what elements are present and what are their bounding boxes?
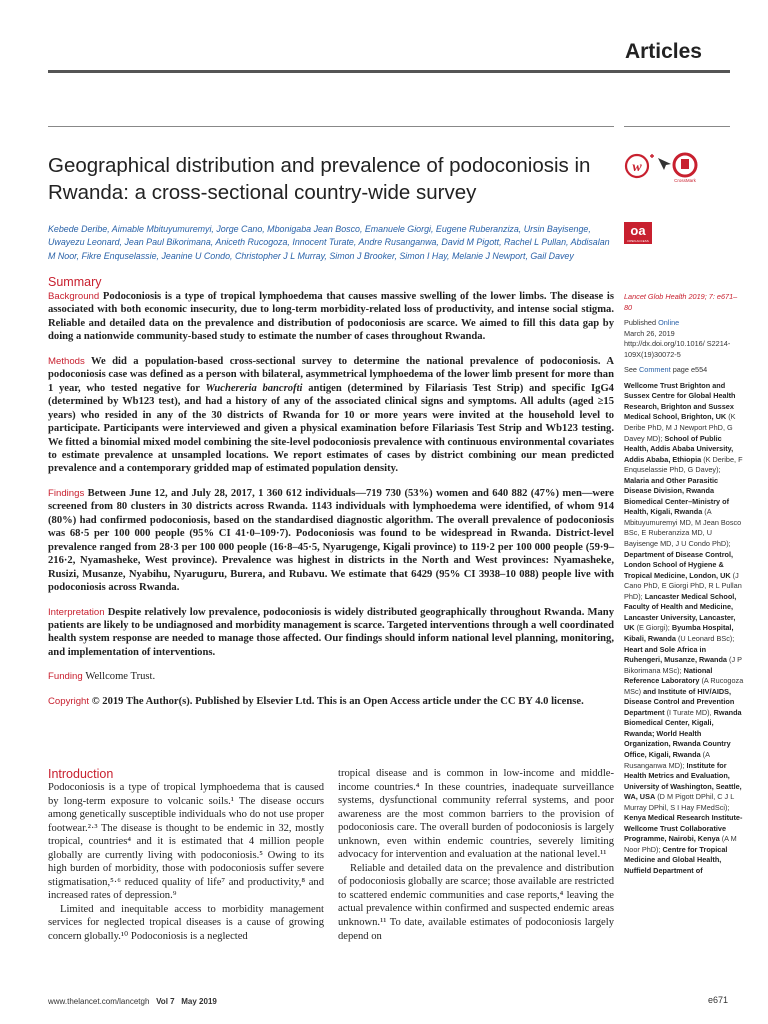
affiliation-institution: Lancaster Medical School, Faculty of Health and Medicine, Lancaster University, Lancaster, UK: [624, 591, 737, 633]
sidebar-rule: [624, 126, 730, 127]
affiliation-people: (K Deribe, F Enquselassie PhD, G Davey);: [624, 454, 743, 475]
summary-heading: Summary: [48, 275, 102, 289]
affiliation-institution: Centre for Tropical Medicine and Global Health, Nuffield Department of: [624, 844, 728, 875]
interpretation-label: Interpretation: [48, 606, 105, 618]
affiliation-institution: Institute for Health Metrics and Evaluation, University of Washington, Seattle, WA, USA: [624, 760, 742, 802]
affiliation-institution: Rwanda Biomedical Center, Kigali, Rwanda; World Health Organization, Rwanda Country Office, Kigali, Rwanda: [624, 707, 742, 759]
see-label: See: [624, 365, 637, 375]
affiliation-people: (A M Noor PhD);: [624, 834, 737, 854]
footer-date: May 2019: [181, 997, 217, 1006]
introduction-column-1: [48, 781, 324, 944]
copyright-text: © 2019 The Author(s). Published by Elsevier Ltd. This is an Open Access article under the CC BY 4.0 license.: [91, 695, 584, 707]
introduction-section: [48, 767, 614, 944]
article-sidebar: [624, 292, 744, 877]
header-rule: [48, 70, 730, 73]
published-date: March 26, 2019: [624, 328, 675, 338]
published-online-link[interactable]: Online: [658, 318, 680, 328]
publication-details: [624, 318, 744, 360]
findings-text: Between June 12, and July 28, 2017, 1 360 612 individuals—719 730 (53%) women and 640 882 (47%) men—were screened from 80 clusters in 30 districts across Rwanda. 1143 individuals with lymphoedema were identified, of whom 914 (80%) had confirmed podoconiosis, based on the standardised diagnostic algorithm. The overall prevalence of podoconiosis was 68·5 per 100 000 people (95% CI 41·0–109·7). Podoconiosis was found to be widespread in Rwanda. District-level prevalence ranged from 28·3 per 100 000 people (16·8–45·5, Nyarugenge, Kigali province) to 119·2 per 100 000 people (59·9–216·2, Nyamasheke, West province). Prevalence was highest in districts in the North and West provinces: Nyamasheke, Rusizi, Musanze, Nyabihu, Nyaruguru, Burera, and Rubavu. We estimate that 6429 (95% CI 3938–10 088) people live with podoconiosis across Rwanda.: [48, 487, 614, 594]
open-access-badge: [624, 222, 652, 244]
funding-text: Wellcome Trust.: [85, 671, 156, 683]
background-text: Podoconiosis is a type of tropical lymphoedema that causes massive swelling of the lower limbs. The disease is associated with both economic insecurity, due to long-term morbidity-related loss of productivity, and intense social stigma. Reliable and detailed data on the prevalence and distribution of podoconiosis are scarce. We aimed to fill this data gap by doing a nationwide community-based study to estimate the number of cases throughout Rwanda.: [48, 291, 614, 343]
methods-species: Wuchereria bancrofti: [205, 382, 303, 394]
comment-link[interactable]: Comment: [639, 365, 671, 375]
affiliation-institution: School of Public Health, Addis Ababa University, Addis Ababa, Ethiopia: [624, 433, 734, 464]
affiliations-list: [624, 381, 744, 877]
affiliation-people: (J P Bikorimana MSc);: [624, 655, 742, 675]
affiliation-people: (D M Pigott DPhil, C J L Murray DPhil, S I Hay FMedSci);: [624, 792, 735, 812]
article-title: Geographical distribution and prevalence of podoconiosis in Rwanda: a cross-sectional country-wide survey: [48, 154, 591, 204]
intro-paragraph-2: Limited and inequitable access to morbidity management services for neglected tropical diseases is a cause of growing concern globally.¹⁰ Podoconiosis is a neglected: [48, 903, 324, 943]
svg-text:w: w: [632, 160, 642, 175]
methods-paragraph: [48, 355, 614, 476]
author-list: Kebede Deribe, Aimable Mbituyumuremyi, Jorge Cano, Mbonigaba Jean Bosco, Emanuele Giorgi, Eugene Ruberanziza, Ursin Bayisenge, Uwayezu Leonard, Jean Paul Bikorimana, Aniceth Rucogoza, Innocent Turate, Andre Rusanganwa, David M Pigott, Rachel L Pullan, Abdisalan M Noor, Fikre Enquselassie, Jeanine U Condo, Christopher J L Murray, Simon J Brooker, Simon I Hay, Melanie J Newport, Gail Davey: [48, 224, 610, 261]
affiliation-people: (A Rucogoza MSc): [624, 676, 744, 696]
affiliation-people: (A Rusanganwa MD);: [624, 749, 710, 770]
oa-sub-label: OPEN ACCESS: [627, 239, 649, 243]
background-paragraph: [48, 290, 614, 344]
methods-text-a: We did a population-based cross-sectional survey to determine the national prevalence of podoconiosis. A podoconiosis case was defined as a person with bilateral, asymmetrical lymphoedema of the lower limb present for more than 1 year, who tested negative for: [48, 355, 614, 394]
summary-section: [48, 275, 614, 719]
crossmark-icon[interactable]: [671, 152, 699, 186]
affiliation-institution: Wellcome Trust Brighton and Sussex Centre for Global Health Research, Brighton and Sussex Medical School, Brighton, UK: [624, 380, 736, 422]
interpretation-paragraph: [48, 606, 614, 660]
affiliation-institution: Department of Disease Control, London School of Hygiene & Tropical Medicine, London, UK: [624, 549, 734, 580]
intro-paragraph-4: Reliable and detailed data on the prevalence and distribution of podoconiosis globally are scarce; those available are restricted to scattered endemic communities and case reports,⁴ leaving the actual prevalence within confirmed and suspected endemic areas unknown.¹¹ To date, available estimates of podoconiosis largely depend on: [338, 862, 614, 942]
introduction-heading: Introduction: [48, 767, 114, 781]
section-label: Articles: [624, 40, 702, 63]
findings-paragraph: [48, 487, 614, 595]
journal-citation: Lancet Glob Health 2019; 7: e671–80: [624, 292, 738, 312]
affiliation-institution: Heart and Sole Africa in Ruhengeri, Musanze, Rwanda: [624, 644, 727, 665]
background-label: Background: [48, 291, 100, 302]
footer-url[interactable]: www.thelancet.com/lancetgh: [48, 997, 150, 1006]
methods-text-b: antigen (determined by Filariasis Test Strip) and specific IgG4 (determined by Wb123 test), and had a history of any of the associated clinical signs and symptoms. All adults (aged ≥15 years) who resided in any of the 30 districts of Rwanda for 10 or more years were invited at the household level to participate. Participants were interviewed and given a physical examination before Filariasis Test Strip and Wb123 testing. We fitted a binomial mixed model combining the site-level podoconiosis prevalence with continuous environmental covariates to estimate prevalence at unsampled locations. We report estimates of cases by district combining our mean predicted prevalence and a contemporary gridded map of estimated population density.: [48, 382, 614, 475]
title-rule: [48, 126, 614, 127]
findings-label: Findings: [48, 487, 85, 499]
affiliation-people: (A Mbituyumuremyi MD, M Jean Bosco BSc, E Ruberanziza MD, U Bayisenge MD, J U Condo PhD);: [624, 507, 742, 549]
affiliation-people: (K Deribe PhD, M J Newport PhD, G Davey MD);: [624, 412, 736, 443]
affiliation-institution: and Institute of HIV/AIDS, Disease Control and Prevention Department: [624, 686, 735, 717]
copyright-label: Copyright: [48, 695, 90, 707]
oa-label: oa: [630, 223, 646, 238]
see-comment: [624, 365, 744, 376]
affiliation-people: (U Leonard BSc);: [677, 633, 735, 643]
comment-page: page e554: [672, 365, 708, 375]
affiliation-people: (I Turate MD),: [666, 707, 712, 717]
copyright-paragraph: [48, 695, 614, 708]
affiliation-institution: Byumba Hospital, Kibali, Rwanda: [624, 623, 734, 643]
doi-link[interactable]: http://dx.doi.org/10.1016/ S2214-109X(19)30072-5: [624, 339, 731, 359]
published-label: Published: [624, 318, 657, 328]
funding-label: Funding: [48, 671, 83, 683]
intro-paragraph-3: tropical disease and is common in low-income and middle-income countries.⁴ In these countries, inadequate surveillance systems, dysfunctional community referral systems, and poor awareness are the most common barriers to the provision of podoconiosis care. The overall burden of podoconiosis is largely unknown, even within endemic countries, severely limiting advocacy for intervention and evaluation at the national level.¹¹: [338, 768, 614, 861]
affiliation-institution: Kenya Medical Research Institute-Wellcome Trust Collaborative Programme, Nairobi, Kenya: [624, 813, 743, 844]
affiliation-institution: Malaria and Other Parasitic Disease Division, Rwanda Biomedical Center–Ministry of Health, Kigali, Rwanda: [624, 475, 730, 517]
affiliation-people: (E Giorgi);: [636, 623, 670, 633]
affiliation-institution: National Reference Laboratory: [624, 665, 713, 686]
footer-left: [48, 997, 217, 1006]
interpretation-text: Despite relatively low prevalence, podoconiosis is widely distributed geographically throughout Rwanda. Many patients are likely to be undiagnosed and morbidity management is scarce. Targeted interventions through a well coordinated health system response are needed to manage those affected. Our findings should inform national level planning, monitoring, and implementation of interventions.: [48, 606, 614, 658]
crossmark-label: CrossMark: [674, 178, 696, 183]
funding-paragraph: [48, 670, 614, 683]
footer-volume: Vol 7: [156, 997, 175, 1006]
intro-paragraph-1: Podoconiosis is a type of tropical lymphoedema that is caused by long-term exposure to volcanic soils.¹ The disease occurs among genetically susceptible individuals who do not use proper footwear.²·³ The disease is thought to be endemic in 32, mostly tropical, countries⁴ and it is estimated that 4 million people globally are currently living with podoconiosis.⁵ Owing to its high burden of morbidity, those with podoconiosis suffer severe stigmatisation,⁵·⁶ reduced quality of life⁷ and productivity,⁸ and increased rates of depression.⁹: [48, 782, 324, 902]
page-number: e671: [707, 995, 728, 1005]
methods-label: Methods: [48, 355, 85, 367]
introduction-column-2: [338, 767, 614, 944]
affiliation-people: (J Cano PhD, E Giorgi PhD, R L Pullan PhD);: [624, 570, 742, 601]
